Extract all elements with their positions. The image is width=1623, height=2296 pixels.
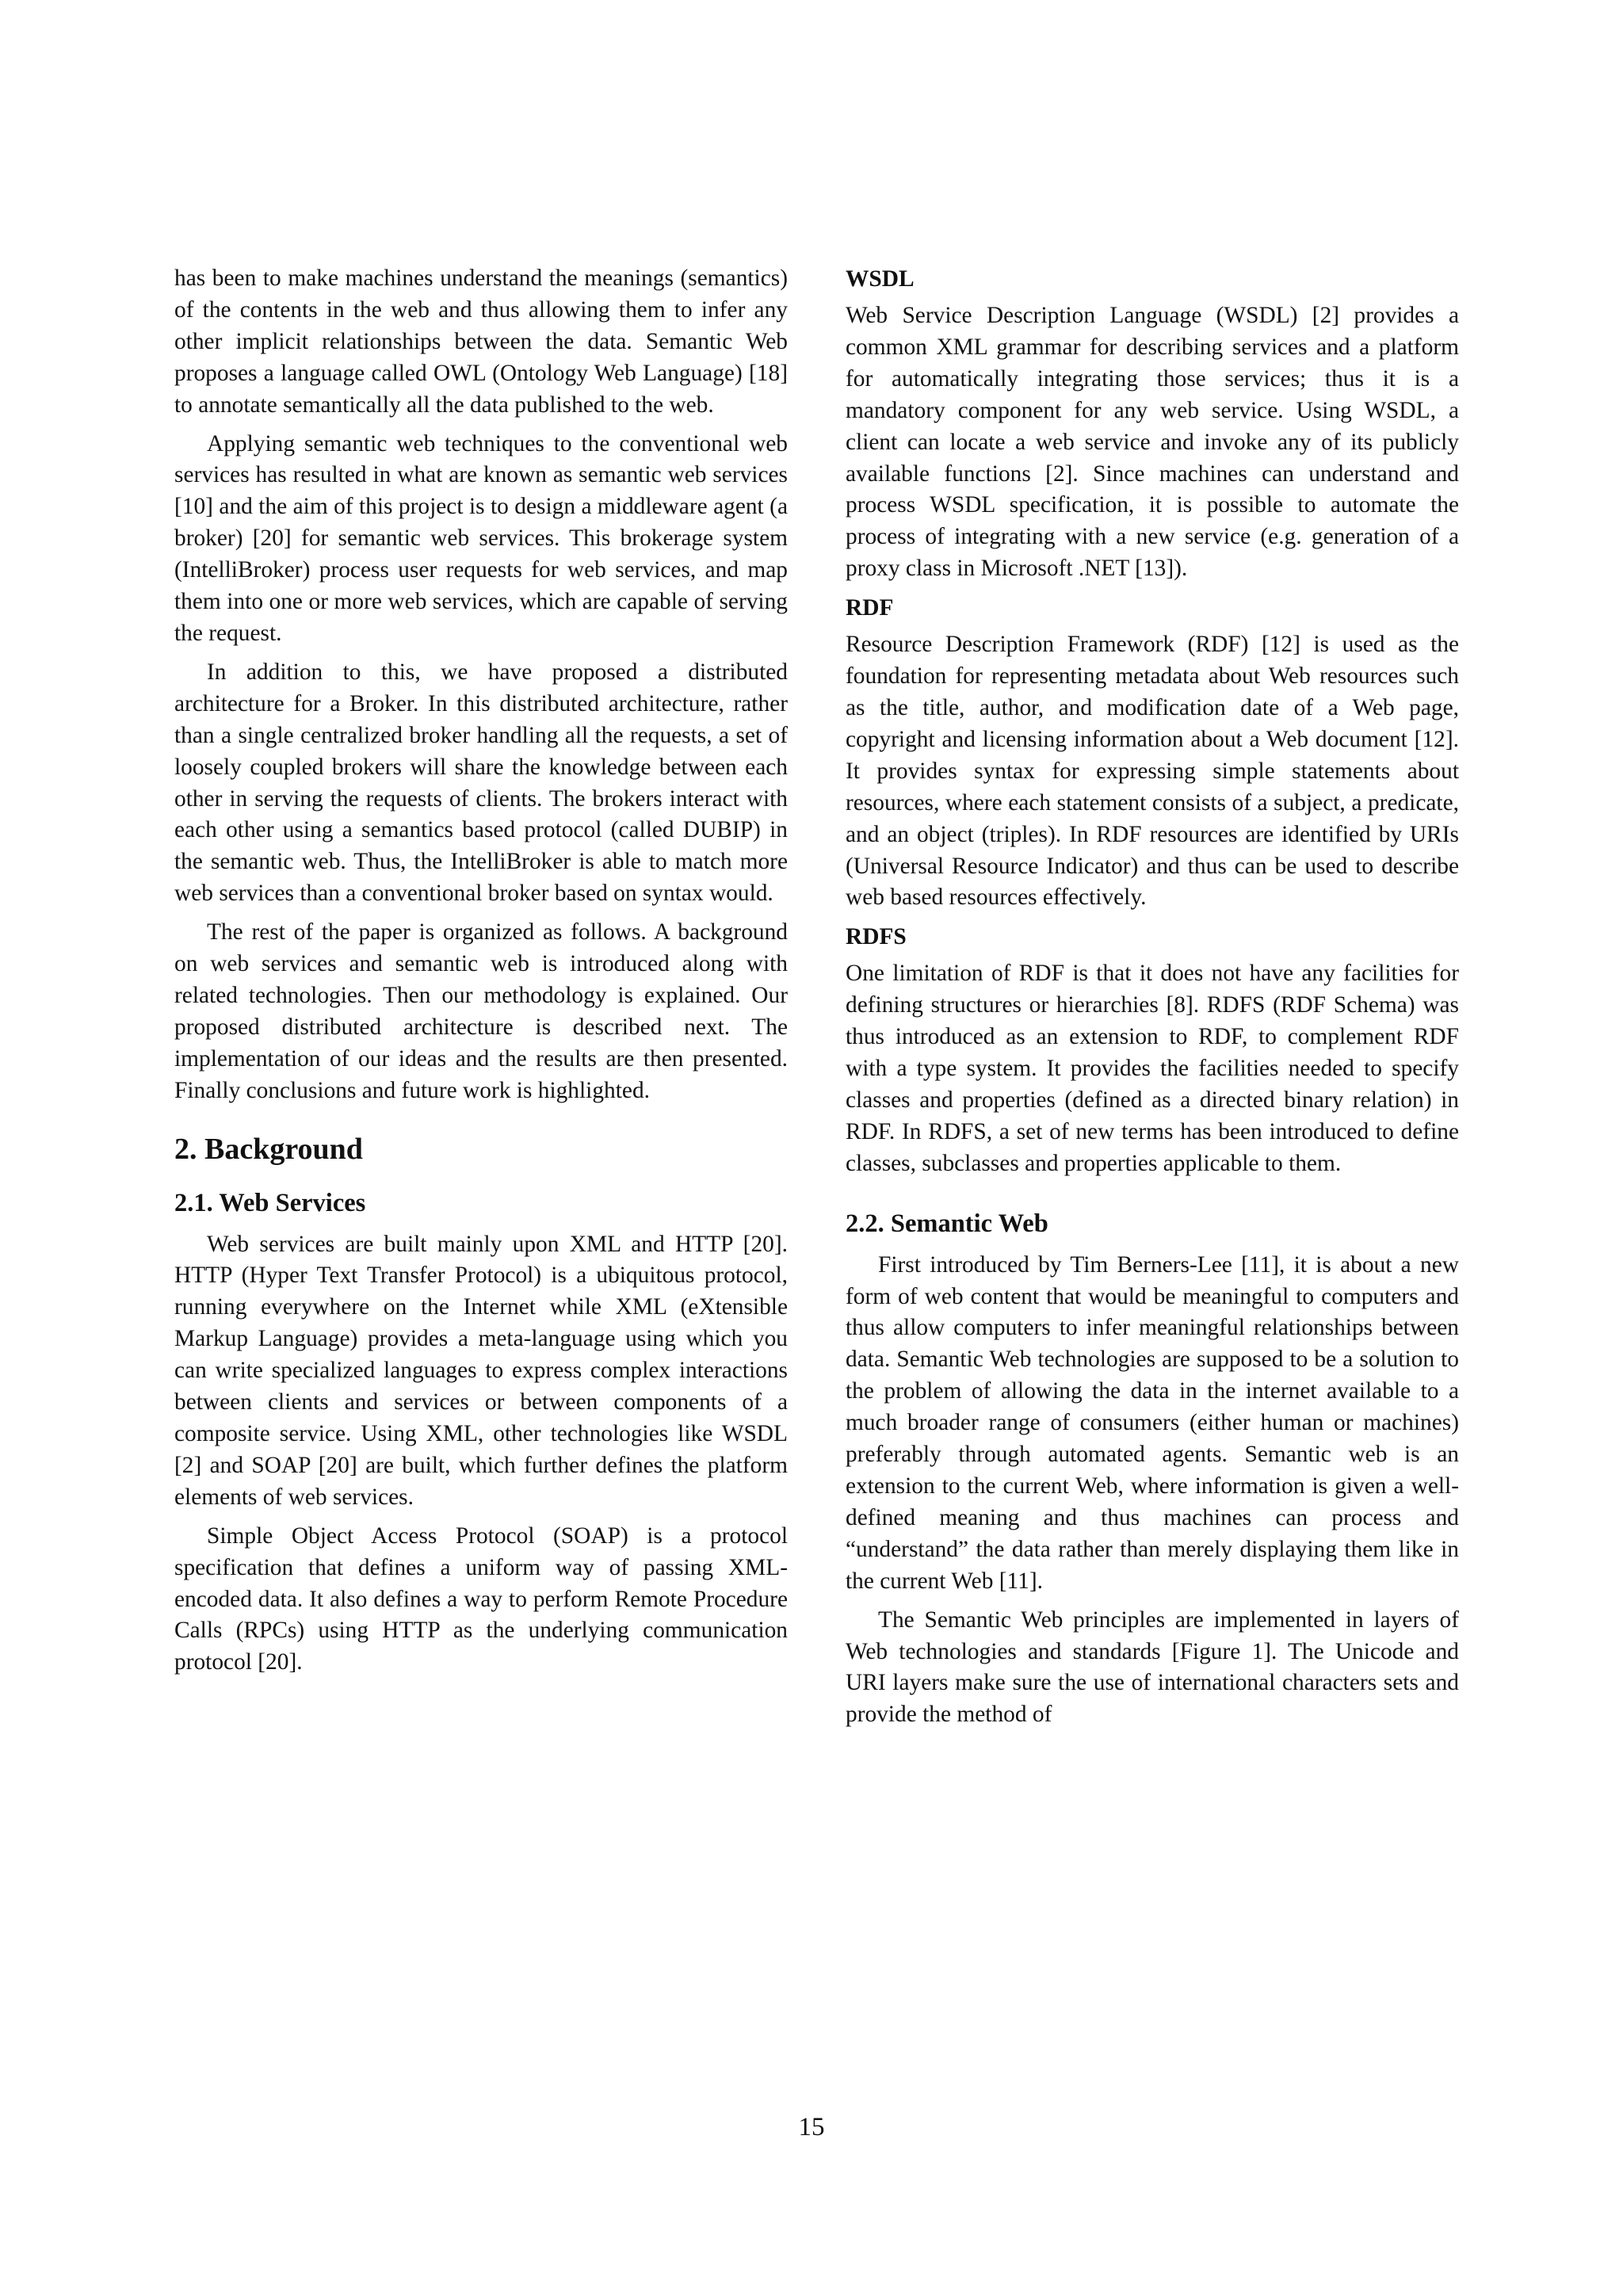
wsdl-paragraph: Web Service Description Language (WSDL) [2] provides a common XML grammar for describing services and a platform for automatically integrating those services; thus it is a mandatory component for any web service. Using WSDL, a client can locate a web service and invoke any of its publicly available functions [2]. Since machines can understand and process WSDL specification, it is possible to automate the process of integrating with a new service (e.g. generation of a proxy class in Microsoft .NET [13]).: [846, 303, 1459, 582]
wsdl-heading: WSDL: [846, 266, 915, 292]
section-heading-background: 2. Background: [174, 1132, 363, 1166]
subsection-heading-web-services: 2.1. Web Services: [174, 1188, 366, 1217]
intro-paragraph-3: In addition to this, we have proposed a distributed architecture for a Broker. In this distributed architecture, rather than a single centralized broker handling all the requests, a set of loosely coupled brokers will share the knowledge between each other in serving the requests of clients. The brokers interact with each other using a semantics based protocol (called DUBIP) in the semantic web. Thus, the IntelliBroker is able to match more web services than a conventional broker based on syntax would.: [174, 659, 788, 907]
web-services-paragraph-2: Simple Object Access Protocol (SOAP) is a protocol specification that defines a uniform way of passing XML-encoded data. It also defines a way to perform Remote Procedure Calls (RPCs) using HTTP as the underlying communication protocol [20].: [174, 1522, 788, 1675]
subsection-heading-semantic-web: 2.2. Semantic Web: [846, 1209, 1048, 1238]
rdfs-heading: RDFS: [846, 924, 907, 950]
rdf-heading: RDF: [846, 595, 894, 621]
rdf-paragraph: Resource Description Framework (RDF) [12] is used as the foundation for representing metadata about Web resources such as the title, author, and modification date of a Web page, copyright and licensing information about a Web document [12]. It provides syntax for expressing simple statements about resources, where each statement consists of a subject, a predicate, and an object (triples). In RDF resources are identified by URIs (Universal Resource Indicator) and thus can be used to describe web based resources effectively.: [846, 632, 1459, 911]
semantic-web-paragraph-2: The Semantic Web principles are implemented in layers of Web technologies and standards [Figure 1]. The Unicode and URI layers make sure the use of international characters sets and provide the method of: [846, 1606, 1459, 1728]
semantic-web-paragraph-1: First introduced by Tim Berners-Lee [11], it is about a new form of web content that would be meaningful to computers and thus allow computers to infer meaningful relationships between data. Semantic Web technologies are supposed to be a solution to the problem of allowing the data in the internet available to a much broader range of consumers (either human or machines) preferably through automated agents. Semantic web is an extension to the current Web, where information is given a well-defined meaning and thus machines can process and “understand” the data rather than merely displaying them like in the current Web [11].: [846, 1251, 1459, 1594]
rdfs-paragraph: One limitation of RDF is that it does not have any facilities for defining structures or hierarchies [8]. RDFS (RDF Schema) was thus introduced as an extension to RDF, to complement RDF with a type system. It provides the facilities needed to specify classes and properties (defined as a directed binary relation) in RDF. In RDFS, a set of new terms has been introduced to define classes, subclasses and properties applicable to them.: [846, 961, 1459, 1176]
page-number: 15: [798, 2113, 825, 2141]
intro-paragraph-4: The rest of the paper is organized as follows. A background on web services and semantic web is introduced along with related technologies. Then our methodology is explained. Our proposed distributed architecture is described next. The implementation of our ideas and the results are then presented. Finally conclusions and future work is highlighted.: [174, 919, 788, 1103]
web-services-paragraph-1: Web services are built mainly upon XML and HTTP [20]. HTTP (Hyper Text Transfer Protocol) is a ubiquitous protocol, running everywhere on the Internet while XML (eXtensible Markup Language) provides a meta-language using which you can write specialized languages to express complex interactions between clients and services or between components of a composite service. Using XML, other technologies like WSDL [2] and SOAP [20] are built, which further defines the platform elements of web services.: [174, 1231, 788, 1510]
intro-paragraph-1: has been to make machines understand the meanings (semantics) of the contents in the web and thus allowing them to infer any other implicit relationships between the data. Semantic Web proposes a language called OWL (Ontology Web Language) [18] to annotate semantically all the data published to the web.: [174, 266, 788, 418]
right-column: [846, 263, 1459, 1738]
left-column: [174, 263, 788, 1686]
intro-paragraph-2: Applying semantic web techniques to the conventional web services has resulted in what are known as semantic web services [10] and the aim of this project is to design a middleware agent (a broker) [20] for semantic web services. This brokerage system (IntelliBroker) process user requests for web services, and map them into one or more web services, which are capable of serving the request.: [174, 430, 788, 646]
